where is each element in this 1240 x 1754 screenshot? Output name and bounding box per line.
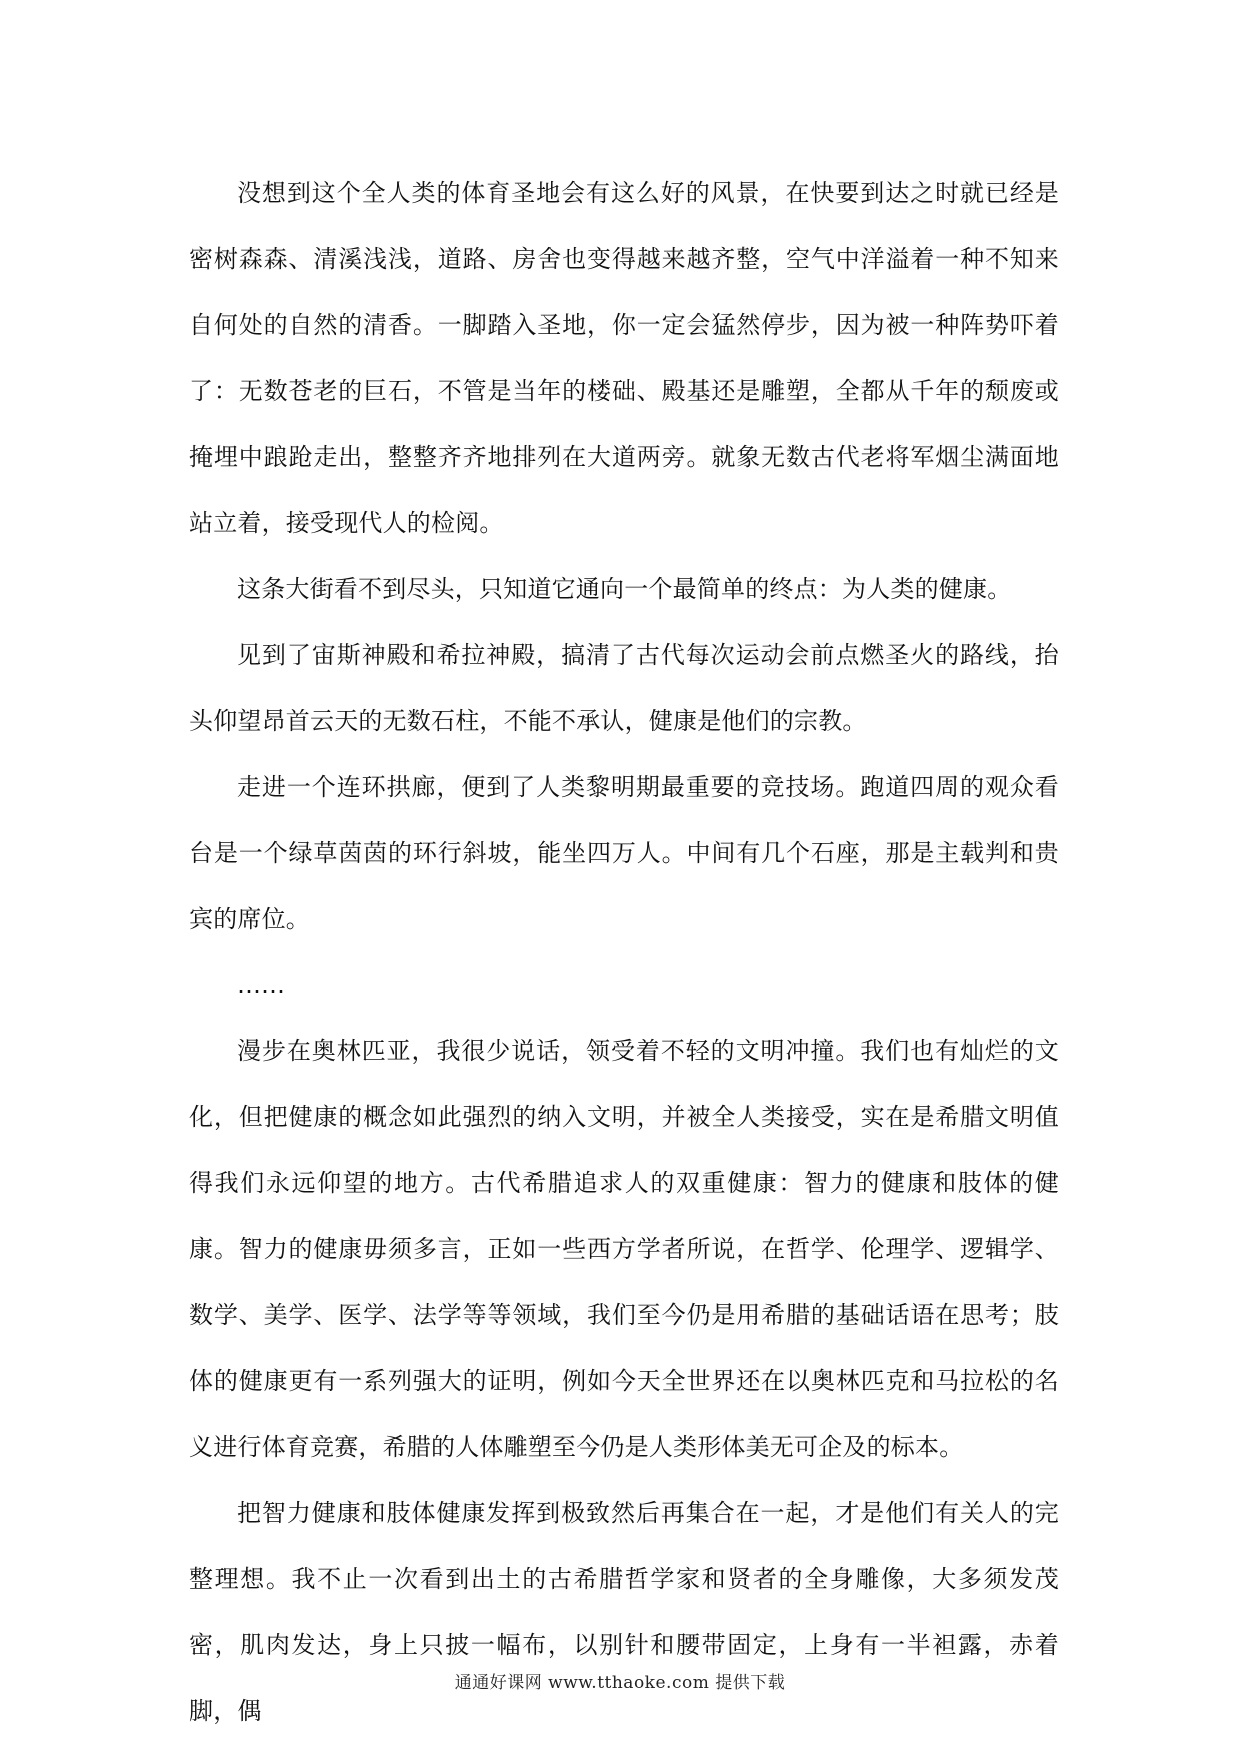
document-body bbox=[189, 160, 1059, 1744]
paragraph-2: 这条大街看不到尽头，只知道它通向一个最简单的终点：为人类的健康。 bbox=[237, 575, 1012, 603]
paragraph-5: 漫步在奥林匹亚，我很少说话，领受着不轻的文明冲撞。我们也有灿烂的文化，但把健康的概念如此强烈的纳入文明，并被全人类接受，实在是希腊文明值得我们永远仰望的地方。古代希腊追求人的双重健康：智力的健康和肢体的健康。智力的健康毋须多言，正如一些西方学者所说，在哲学、伦理学、逻辑学、数学、美学、医学、法学等等领域，我们至今仍是用希腊的基础话语在思考；肢体的健康更有一系列强大的证明，例如今天全世界还在以奥林匹克和马拉松的名义进行体育竞赛，希腊的人体雕塑至今仍是人类形体美无可企及的标本。 bbox=[189, 1037, 1059, 1461]
paragraph-3: 见到了宙斯神殿和希拉神殿，搞清了古代每次运动会前点燃圣火的路线，抬头仰望昂首云天的无数石柱，不能不承认，健康是他们的宗教。 bbox=[189, 641, 1059, 735]
ellipsis-line: …… bbox=[237, 971, 285, 999]
paragraph-6: 把智力健康和肢体健康发挥到极致然后再集合在一起，才是他们有关人的完整理想。我不止一次看到出土的古希腊哲学家和贤者的全身雕像，大多须发茂密，肌肉发达，身上只披一幅布，以别针和腰带固定，上身有一半袒露，赤着脚，偶 bbox=[189, 1499, 1059, 1725]
paragraph-1: 没想到这个全人类的体育圣地会有这么好的风景，在快要到达之时就已经是密树森森、清溪浅浅，道路、房舍也变得越来越齐整，空气中洋溢着一种不知来自何处的自然的清香。一脚踏入圣地，你一定会猛然停步，因为被一种阵势吓着了：无数苍老的巨石，不管是当年的楼础、殿基还是雕塑，全都从千年的颓废或掩埋中踉跄走出，整整齐齐地排列在大道两旁。就象无数古代老将军烟尘满面地站立着，接受现代人的检阅。 bbox=[189, 179, 1059, 537]
paragraph-4: 走进一个连环拱廊，便到了人类黎明期最重要的竞技场。跑道四周的观众看台是一个绿草茵茵的环行斜坡，能坐四万人。中间有几个石座，那是主载判和贵宾的席位。 bbox=[189, 773, 1059, 933]
page-footer: 通通好课网 www.tthaoke.com 提供下载 bbox=[454, 1673, 786, 1693]
